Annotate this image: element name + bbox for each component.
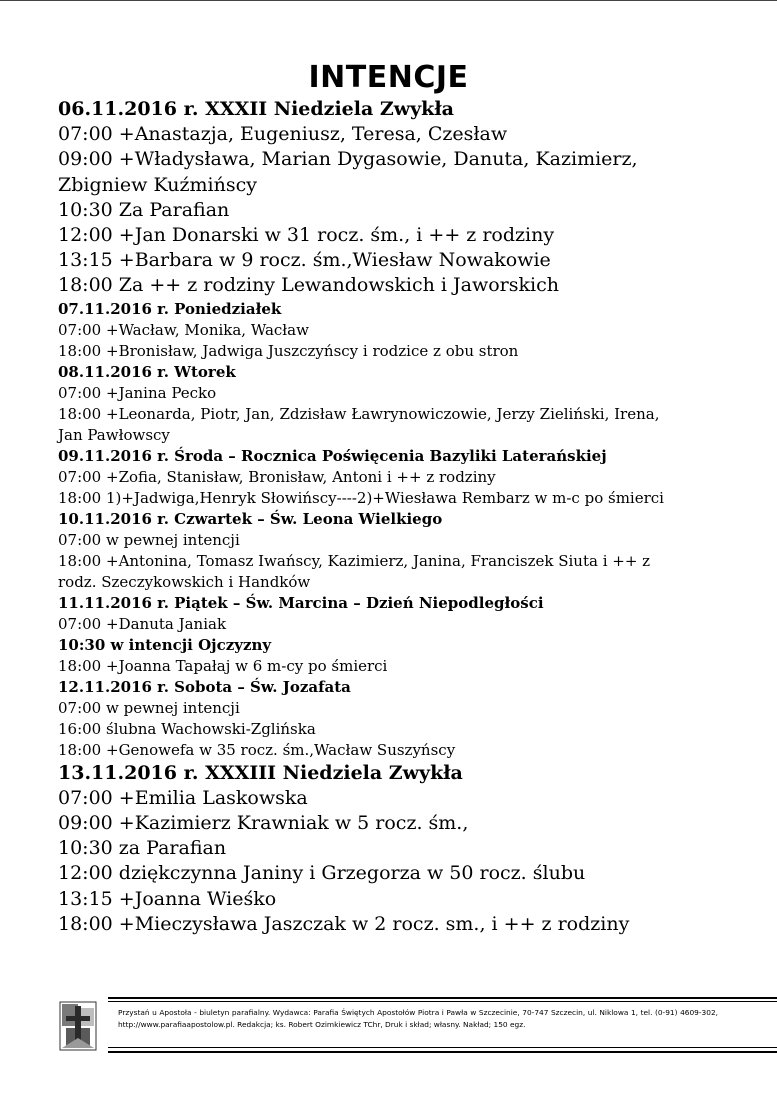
- footer: [58, 995, 723, 1057]
- page-title: INTENCJE: [308, 60, 469, 95]
- section-heading: 13.11.2016 r. XXXIII Niedziela Zwykła: [58, 761, 463, 784]
- section-heading: 07.11.2016 r. Poniedziałek: [58, 299, 282, 318]
- intention-line: 07:00 w pewnej intencji: [58, 698, 240, 717]
- intention-line: 07:00 +Janina Pecko: [58, 383, 217, 402]
- intention-line: rodz. Szeczykowskich i Handków: [58, 572, 311, 591]
- intention-line: 07:00 +Wacław, Monika, Wacław: [58, 320, 309, 339]
- intention-line: 07:00 +Emilia Laskowska: [58, 786, 308, 809]
- section-heading: 09.11.2016 r. Środa – Rocznica Poświęcenia Bazyliki Laterańskiej: [58, 446, 607, 465]
- section-heading: 06.11.2016 r. XXXII Niedziela Zwykła: [58, 98, 454, 120]
- footer-rule-bottom: [108, 1051, 777, 1053]
- intention-line: 18:00 +Bronisław, Jadwiga Juszczyńscy i rodzice z obu stron: [58, 341, 519, 360]
- parish-logo-icon: [58, 998, 98, 1054]
- intention-line: 12:00 +Jan Donarski w 31 rocz. śm., i ++ z rodziny: [58, 224, 555, 247]
- intention-line: Jan Pawłowscy: [58, 425, 170, 444]
- section-heading: 11.11.2016 r. Piątek – Św. Marcina – Dzień Niepodległości: [58, 593, 544, 612]
- intention-line: 18:00 +Joanna Tapałaj w 6 m-cy po śmierci: [58, 656, 388, 675]
- intention-line: 18:00 1)+Jadwiga,Henryk Słowińscy----2)+Wiesława Rembarz w m-c po śmierci: [58, 488, 664, 507]
- intention-line: 09:00 +Władysława, Marian Dygasowie, Danuta, Kazimierz,: [58, 148, 638, 171]
- section-heading: 08.11.2016 r. Wtorek: [58, 362, 236, 381]
- intention-line: 13:15 +Joanna Wieśko: [58, 887, 277, 910]
- intention-line: 16:00 ślubna Wachowski-Zglińska: [58, 719, 316, 738]
- intention-line: 07:00 +Danuta Janiak: [58, 614, 227, 633]
- footer-rule-top-thin: [108, 1001, 777, 1002]
- intention-line: 13:15 +Barbara w 9 rocz. śm.,Wiesław Nowakowie: [58, 249, 551, 272]
- intention-line: 18:00 +Mieczysława Jaszczak w 2 rocz. sm., i ++ z rodziny: [58, 912, 630, 935]
- intention-line: 18:00 +Leonarda, Piotr, Jan, Zdzisław Ławrynowiczowie, Jerzy Zieliński, Irena,: [58, 404, 660, 423]
- intention-line: 12:00 dziękczynna Janiny i Grzegorza w 50 rocz. ślubu: [58, 862, 586, 885]
- section-heading: 10.11.2016 r. Czwartek – Św. Leona Wielkiego: [58, 509, 443, 528]
- intention-line: 10:30 Za Parafian: [58, 198, 230, 221]
- top-rule: [0, 0, 777, 1]
- footer-text: Przystań u Apostoła - biuletyn parafialny. Wydawca: Parafia Świętych Apostołów Piotra i Pawła w Szczecinie, 70-747 Szczecin, ul. Niklowa 1, tel. (0-91) 4609-302, http://www.parafiaapostolow.pl. Redakcja; ks. Robert Ozimkiewicz TChr, Druk i skład; własny. Nakład; 150 egz.: [118, 1008, 718, 1029]
- intention-line: Zbigniew Kuźmińscy: [58, 173, 257, 196]
- intention-line: 07:00 +Zofia, Stanisław, Bronisław, Antoni i ++ z rodziny: [58, 467, 496, 486]
- intention-line: 07:00 w pewnej intencji: [58, 530, 240, 549]
- intention-line: 18:00 +Genowefa w 35 rocz. śm.,Wacław Suszyńscy: [58, 740, 456, 759]
- footer-rule-top: [108, 997, 777, 999]
- section-heading: 12.11.2016 r. Sobota – Św. Jozafata: [58, 677, 351, 696]
- intention-line: 07:00 +Anastazja, Eugeniusz, Teresa, Czesław: [58, 123, 508, 146]
- intentions-list: [58, 97, 758, 937]
- intention-line: 18:00 +Antonina, Tomasz Iwańscy, Kazimierz, Janina, Franciszek Siuta i ++ z: [58, 551, 651, 570]
- footer-rule-bottom-thin: [108, 1047, 777, 1048]
- section-heading: 10:30 w intencji Ojczyzny: [58, 635, 272, 654]
- intention-line: 18:00 Za ++ z rodziny Lewandowskich i Jaworskich: [58, 274, 559, 297]
- intention-line: 09:00 +Kazimierz Krawniak w 5 rocz. śm.,: [58, 812, 469, 835]
- intention-line: 10:30 za Parafian: [58, 837, 227, 860]
